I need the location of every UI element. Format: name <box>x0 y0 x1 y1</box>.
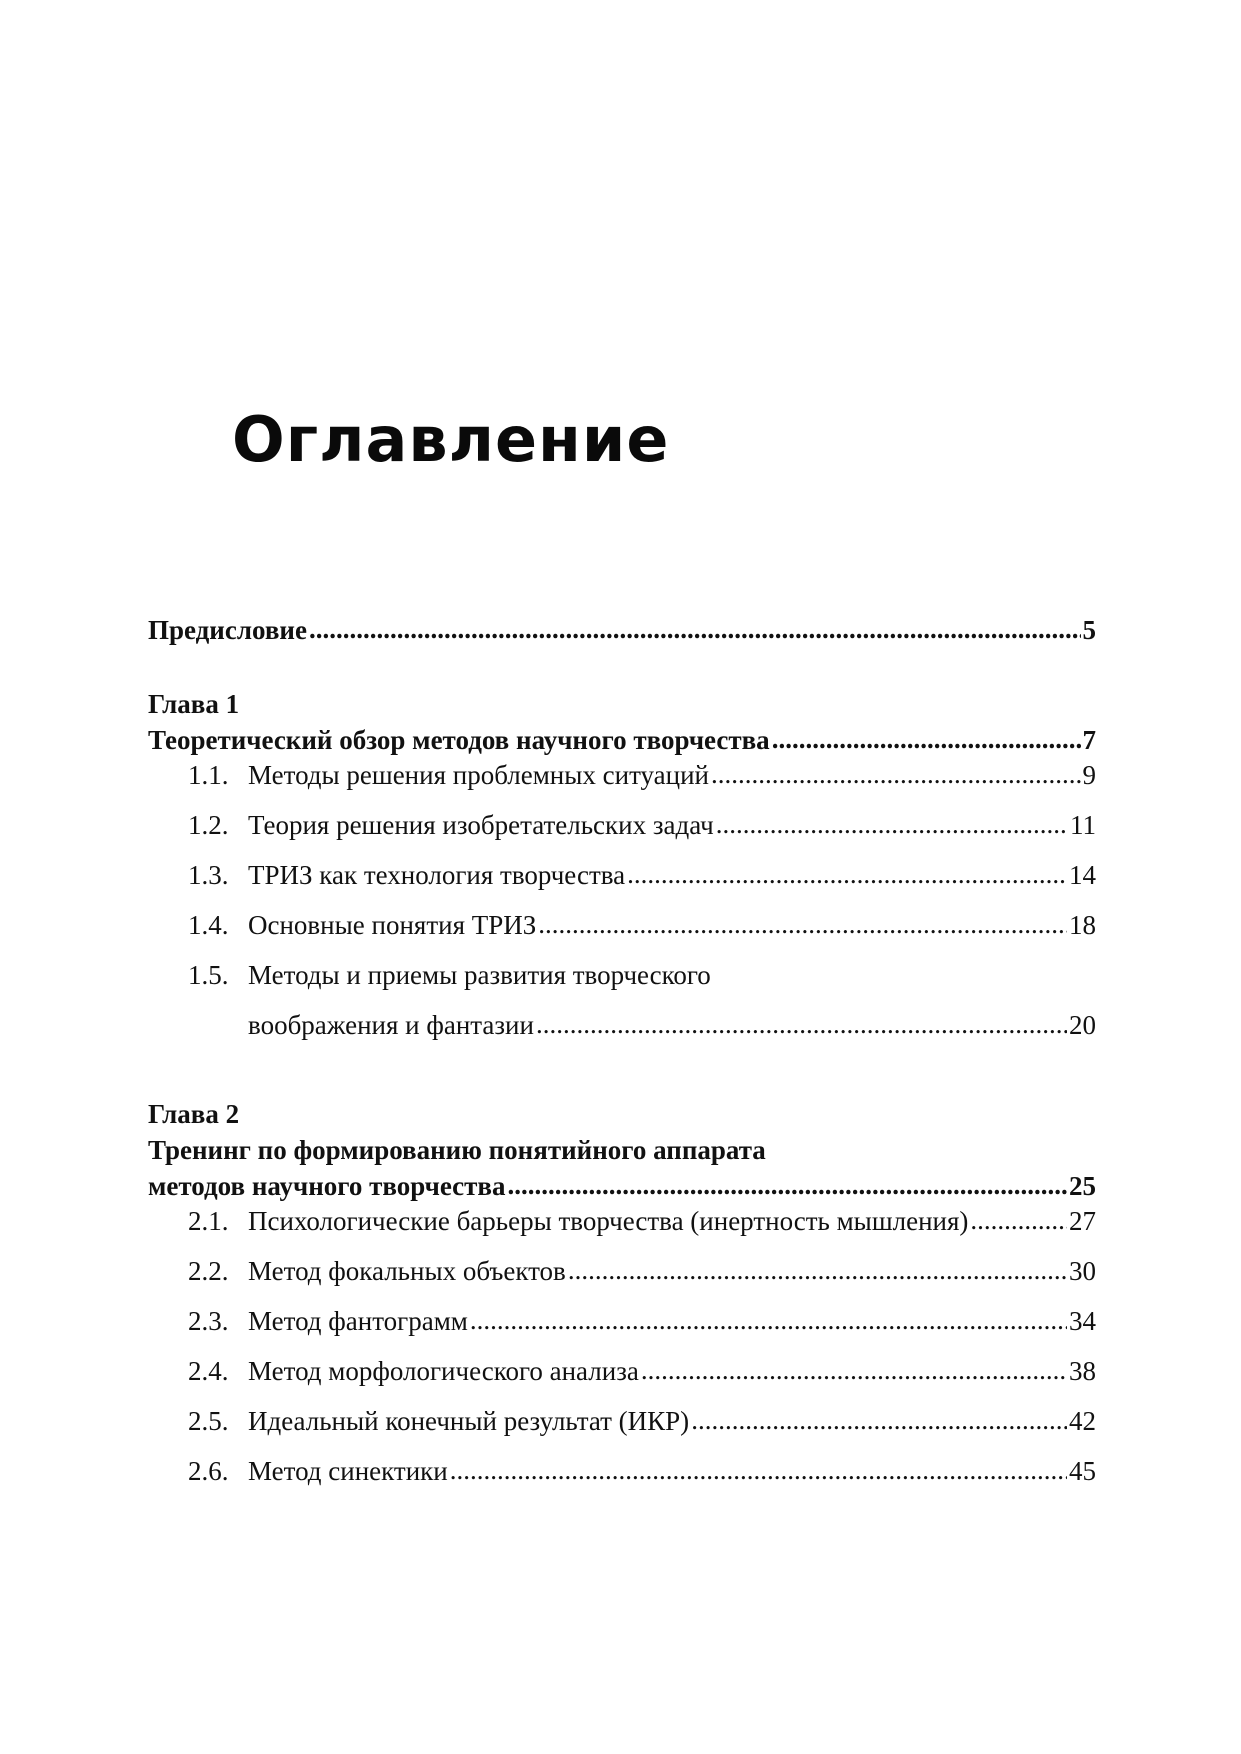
section-number: 2.4. <box>188 1356 229 1386</box>
toc-entry-1-2[interactable] <box>188 807 1096 843</box>
toc-entry-1-5[interactable] <box>188 957 1096 993</box>
toc-entry-label: Предисловие <box>148 615 307 645</box>
dot-leader <box>536 1006 1067 1042</box>
toc-page-number: 45 <box>1069 1456 1096 1486</box>
toc-entry-2-4[interactable] <box>188 1353 1096 1389</box>
toc-page-number: 11 <box>1070 810 1096 840</box>
dot-leader <box>627 856 1067 892</box>
toc-page-number: 20 <box>1069 1010 1096 1040</box>
toc-entry-label: Психологические барьеры творчества (инертность мышления) <box>248 1206 969 1236</box>
section-number: 2.5. <box>188 1406 229 1436</box>
dot-leader <box>470 1302 1067 1338</box>
toc-entry-label: Теоретический обзор методов научного творчества <box>148 725 770 755</box>
toc-page-number: 14 <box>1069 860 1096 890</box>
section-number: 1.4. <box>188 910 229 940</box>
toc-page-number: 7 <box>1082 725 1096 755</box>
section-number: 1.1. <box>188 760 229 790</box>
toc-entry-preface[interactable] <box>148 612 1096 648</box>
toc-entry-label: Методы и приемы развития творческого <box>248 960 711 990</box>
toc-entry-1-1[interactable] <box>188 757 1096 793</box>
section-number: 2.1. <box>188 1206 229 1236</box>
toc-page-number: 42 <box>1069 1406 1096 1436</box>
page-title: Оглавление <box>232 403 670 476</box>
dot-leader <box>970 1202 1067 1238</box>
dot-leader <box>641 1352 1067 1388</box>
section-number: 1.3. <box>188 860 229 890</box>
dot-leader <box>309 611 1081 647</box>
section-number: 1.5. <box>188 960 229 990</box>
toc-page-number: 18 <box>1069 910 1096 940</box>
dot-leader <box>538 906 1067 942</box>
chapter-2-title-line-1: Тренинг по формированию понятийного аппарата <box>148 1135 766 1165</box>
toc-entry-1-5-continued[interactable] <box>248 1007 1096 1043</box>
toc-entry-2-3[interactable] <box>188 1303 1096 1339</box>
toc-entry-1-3[interactable] <box>188 857 1096 893</box>
toc-entry-label: Теория решения изобретательских задач <box>248 810 714 840</box>
toc-entry-label: Метод синектики <box>248 1456 448 1486</box>
dot-leader <box>508 1167 1068 1203</box>
toc-entry-label: Метод морфологического анализа <box>248 1356 639 1386</box>
toc-entry-label: Методы решения проблемных ситуаций <box>248 760 710 790</box>
toc-page-number: 34 <box>1069 1306 1096 1336</box>
toc-page-number: 9 <box>1082 760 1096 790</box>
dot-leader <box>450 1452 1067 1488</box>
toc-entry-label: ТРИЗ как технология творчества <box>248 860 626 890</box>
toc-entry-2-2[interactable] <box>188 1253 1096 1289</box>
toc-entry-label: Метод фокальных объектов <box>248 1256 566 1286</box>
section-number: 2.2. <box>188 1256 229 1286</box>
toc-entry-label: воображения и фантазии <box>248 1010 534 1040</box>
section-number: 2.3. <box>188 1306 229 1336</box>
toc-entry-2-1[interactable] <box>188 1203 1096 1239</box>
dot-leader <box>711 756 1080 792</box>
toc-entry-label: Метод фантограмм <box>248 1306 468 1336</box>
dot-leader <box>716 806 1068 842</box>
dot-leader <box>772 721 1081 757</box>
toc-page-number: 25 <box>1069 1171 1096 1201</box>
section-number: 1.2. <box>188 810 229 840</box>
toc-entry-chapter-2[interactable] <box>148 1168 1096 1204</box>
toc-entry-label: Идеальный конечный результат (ИКР) <box>248 1406 690 1436</box>
toc-entry-2-5[interactable] <box>188 1403 1096 1439</box>
toc-page-number: 27 <box>1069 1206 1096 1236</box>
section-number: 2.6. <box>188 1456 229 1486</box>
dot-leader <box>568 1252 1067 1288</box>
toc-page-number: 38 <box>1069 1356 1096 1386</box>
toc-entry-label: Основные понятия ТРИЗ <box>248 910 537 940</box>
chapter-1-heading: Глава 1 <box>148 689 240 719</box>
toc-entry-1-4[interactable] <box>188 907 1096 943</box>
chapter-2-heading: Глава 2 <box>148 1099 240 1129</box>
toc-page-number: 5 <box>1082 615 1096 645</box>
toc-entry-2-6[interactable] <box>188 1453 1096 1489</box>
toc-entry-chapter-1[interactable] <box>148 722 1096 758</box>
toc-page-number: 30 <box>1069 1256 1096 1286</box>
toc-entry-label: методов научного творчества <box>148 1171 506 1201</box>
dot-leader <box>691 1402 1067 1438</box>
